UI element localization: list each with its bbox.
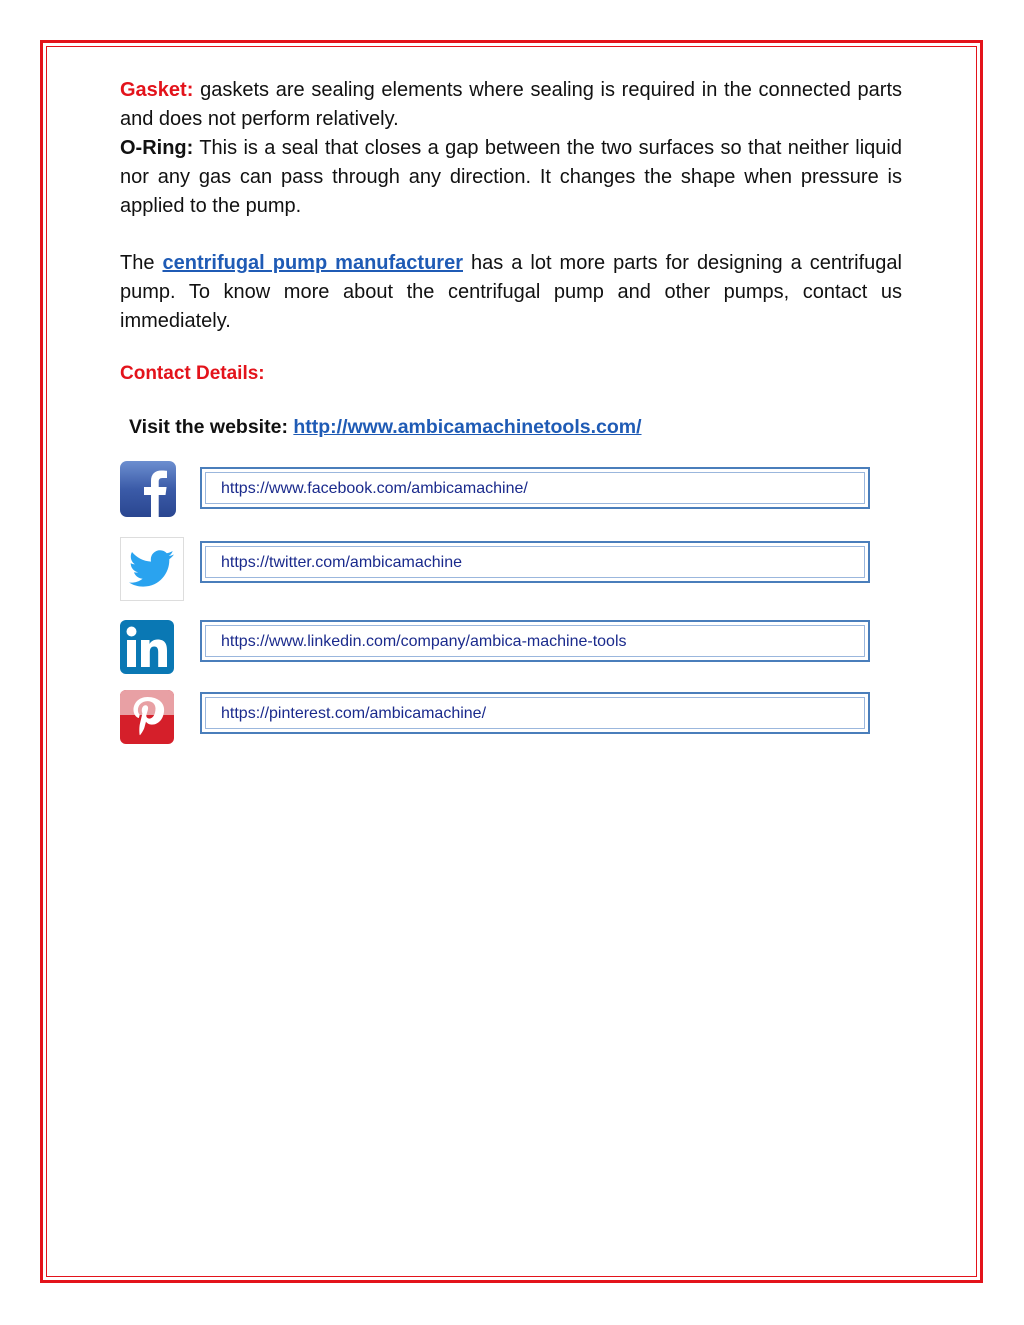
manufacturer-text-after: has a lot more parts for designing a centrifugal pump. To know more about the centrifugal pump and other pumps, contact us immediately. (120, 252, 902, 332)
gasket-label: Gasket: (120, 79, 194, 101)
manufacturer-paragraph (120, 249, 902, 336)
oring-paragraph (120, 134, 902, 221)
facebook-url[interactable]: https://www.facebook.com/ambicamachine/ (221, 480, 528, 497)
gasket-text: gaskets are sealing elements where sealing is required in the connected parts and does not perform relatively. (120, 79, 902, 130)
facebook-url-box[interactable] (200, 467, 870, 509)
linkedin-url[interactable]: https://www.linkedin.com/company/ambica-machine-tools (221, 633, 627, 650)
manufacturer-text-before: The (120, 252, 163, 274)
website-link[interactable]: http://www.ambicamachinetools.com/ (293, 416, 642, 438)
website-label: Visit the website: (129, 416, 294, 438)
linkedin-url-box[interactable] (200, 620, 870, 662)
pinterest-url[interactable]: https://pinterest.com/ambicamachine/ (221, 705, 487, 722)
gasket-paragraph (120, 76, 902, 134)
contact-details-heading: Contact Details: (120, 363, 265, 384)
facebook-icon[interactable] (120, 461, 176, 517)
pinterest-icon[interactable] (120, 690, 174, 744)
twitter-url[interactable]: https://twitter.com/ambicamachine (221, 554, 462, 571)
website-line (129, 416, 642, 439)
body-text (120, 76, 902, 336)
twitter-url-box[interactable] (200, 541, 870, 583)
oring-label: O-Ring: (120, 137, 194, 159)
twitter-icon[interactable] (120, 537, 184, 601)
pinterest-url-box[interactable] (200, 692, 870, 734)
centrifugal-pump-manufacturer-link[interactable]: centrifugal pump manufacturer (162, 252, 463, 274)
oring-text: This is a seal that closes a gap between the two surfaces so that neither liquid nor any gas can pass through any direction. It changes the shape when pressure is applied to the pump. (120, 137, 902, 217)
linkedin-icon[interactable] (120, 620, 174, 674)
